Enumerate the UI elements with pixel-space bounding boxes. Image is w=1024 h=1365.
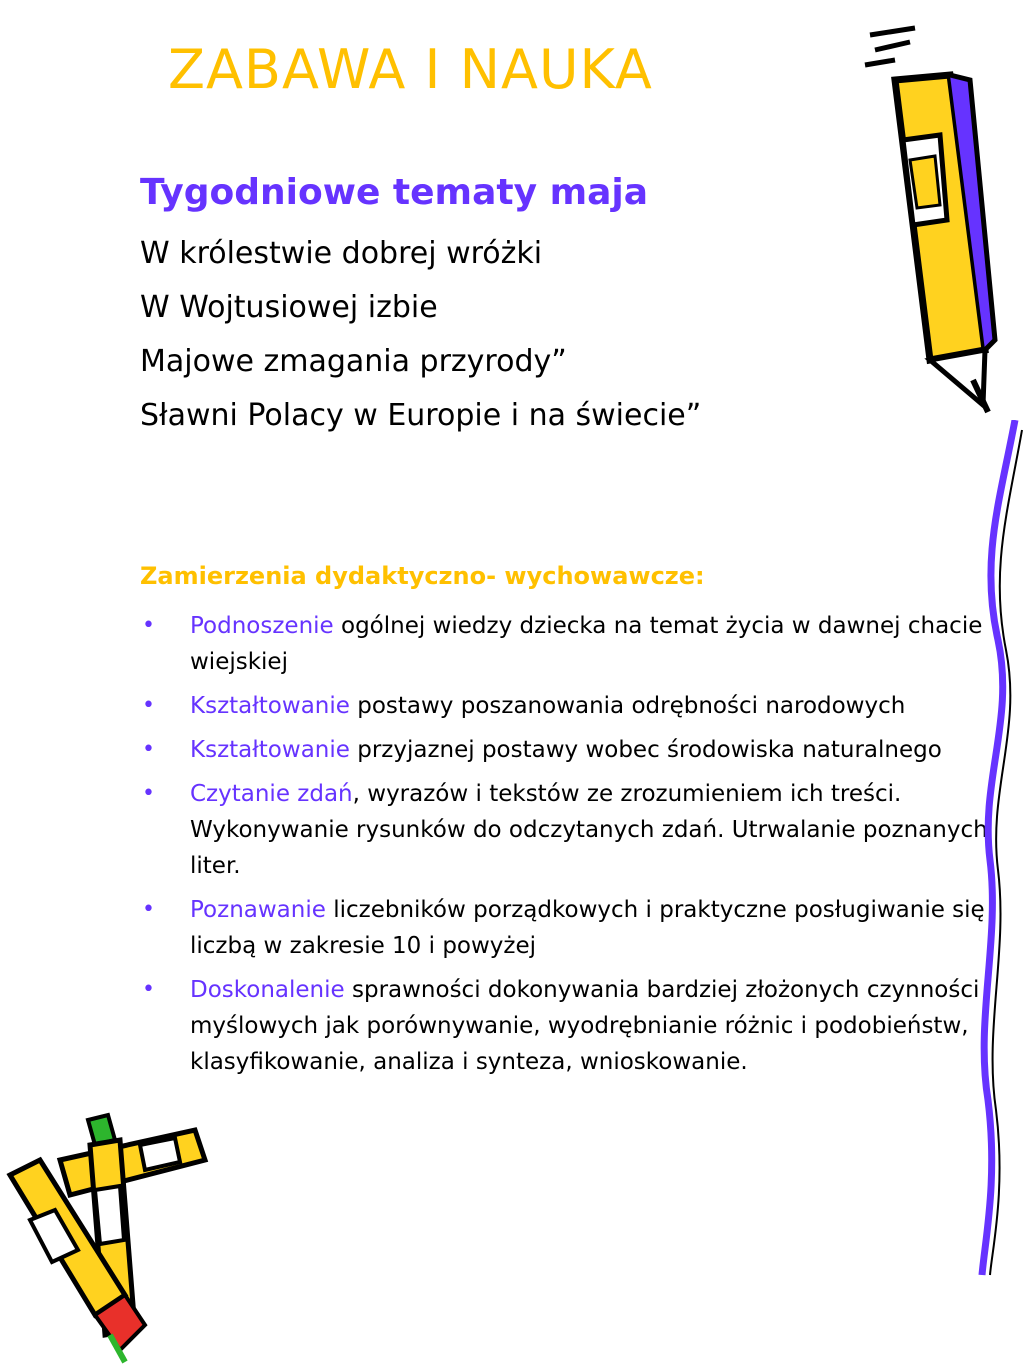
- pencil-icon: [855, 20, 1005, 420]
- goal-keyword: Poznawanie: [190, 897, 326, 923]
- goal-item: [140, 776, 1010, 884]
- goal-item: [140, 892, 1010, 964]
- goal-text: przyjaznej postawy wobec środowiska naturalnego: [349, 737, 942, 763]
- goal-item: [140, 608, 1010, 680]
- goal-text: liczebników porządkowych i praktyczne posługiwanie się liczbą w zakresie 10 i powyżej: [190, 897, 985, 959]
- goal-text: , wyrazów i tekstów ze zrozumieniem ich treści. Wykonywanie rysunków do odczytanych zdań. Utrwalanie poznanych liter.: [190, 781, 988, 879]
- goals-heading: Zamierzenia dydaktyczno- wychowawcze:: [140, 562, 705, 590]
- bullet-icon: •: [142, 781, 155, 806]
- goal-text: ogólnej wiedzy dziecka na temat życia w dawnej chacie wiejskiej: [190, 613, 983, 675]
- goals-list: [140, 608, 1010, 1088]
- squiggle-decoration: [960, 420, 1024, 1280]
- bullet-icon: •: [142, 613, 155, 638]
- goal-item: [140, 732, 1010, 768]
- goal-text: sprawności dokonywania bardziej złożonych czynności myślowych jak porównywanie, wyodrębnianie różnic i podobieństw, klasyfikowanie, analiza i synteza, wnioskowanie.: [190, 977, 980, 1075]
- page-title: ZABAWA I NAUKA: [168, 38, 653, 101]
- goal-keyword: Doskonalenie: [190, 977, 345, 1003]
- goal-item: [140, 972, 1010, 1080]
- bullet-icon: •: [142, 977, 155, 1002]
- crayons-icon: [0, 1100, 210, 1365]
- goal-keyword: Podnoszenie: [190, 613, 334, 639]
- bullet-icon: •: [142, 897, 155, 922]
- goal-keyword: Kształtowanie: [190, 737, 350, 763]
- goal-item: [140, 688, 1010, 724]
- goal-keyword: Kształtowanie: [190, 693, 350, 719]
- bullet-icon: •: [142, 737, 155, 762]
- subtitle: Tygodniowe tematy maja: [140, 172, 649, 213]
- goal-keyword: Czytanie zdań: [190, 781, 353, 807]
- topic-2: W Wojtusiowej izbie: [140, 290, 438, 325]
- bullet-icon: •: [142, 693, 155, 718]
- topic-3: Majowe zmagania przyrody”: [140, 344, 567, 379]
- topic-1: W królestwie dobrej wróżki: [140, 236, 543, 271]
- goal-text: postawy poszanowania odrębności narodowych: [349, 693, 906, 719]
- topic-4: Sławni Polacy w Europie i na świecie”: [140, 398, 702, 433]
